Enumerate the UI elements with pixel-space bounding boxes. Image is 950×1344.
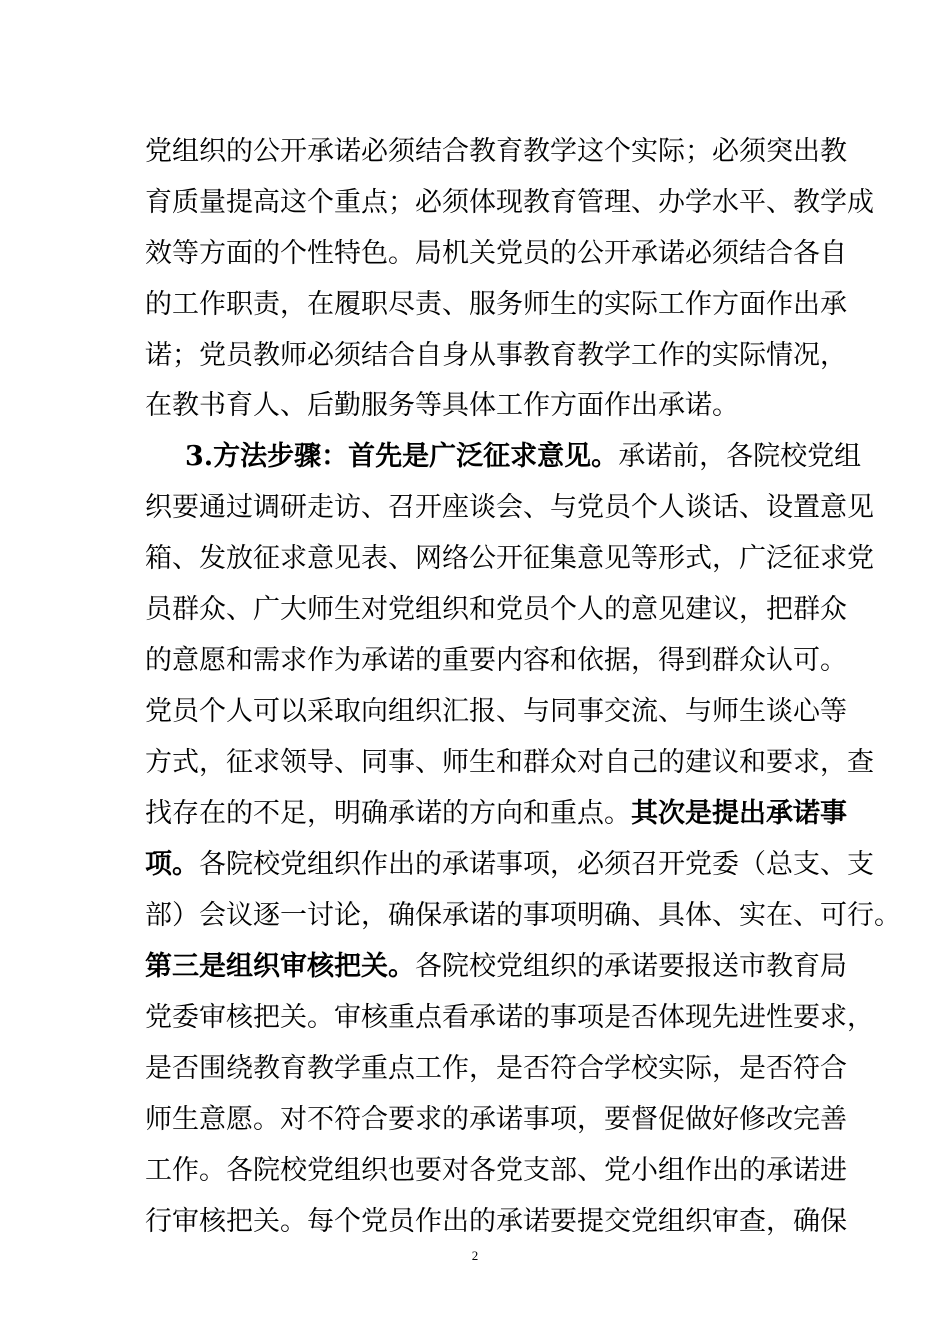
text-line	[185, 437, 862, 477]
text-line	[145, 132, 847, 172]
page-number: 2	[471, 1248, 479, 1263]
text-line	[145, 845, 874, 885]
text-line	[145, 743, 874, 783]
text-line	[145, 590, 847, 630]
text-segment: 员群众、广大师生对党组织和党员个人的意见建议，把群众	[145, 594, 847, 625]
text-segment: 党委审核把关。审核重点看承诺的事项是否体现先进性要求，	[145, 1002, 874, 1033]
text-segment: 行审核把关。每个党员作出的承诺要提交党组织审查，确保	[145, 1206, 847, 1237]
text-line	[145, 1151, 847, 1191]
text-segment: 工作。各院校党组织也要对各党支部、党小组作出的承诺进	[145, 1155, 847, 1186]
text-segment: 党员个人可以采取向组织汇报、与同事交流、与师生谈心等	[145, 696, 847, 727]
text-line	[145, 386, 810, 426]
text-segment: 各院校党组织的承诺要报送市教育局	[415, 951, 847, 982]
text-segment: 的意愿和需求作为承诺的重要内容和依据，得到群众认可。	[145, 645, 847, 676]
text-segment: 是否围绕教育教学重点工作，是否符合学校实际，是否符合	[145, 1053, 847, 1084]
text-line	[145, 1049, 847, 1089]
text-segment: 部）会议逐一讨论，确保承诺的事项明确、具体、实在、可行。	[145, 900, 901, 931]
text-segment: 育质量提高这个重点；必须体现教育管理、办学水平、教学成	[145, 187, 874, 218]
text-line	[145, 692, 847, 732]
text-line	[145, 896, 901, 936]
text-line	[145, 336, 847, 376]
text-segment: 找存在的不足，明确承诺的方向和重点。	[145, 798, 631, 829]
text-segment: 党组织的公开承诺必须结合教育教学这个实际；必须突出教	[145, 136, 847, 167]
text-line	[145, 794, 847, 834]
text-line	[145, 947, 847, 987]
text-segment: 织要通过调研走访、召开座谈会、与党员个人谈话、设置意见	[145, 492, 874, 523]
text-line	[145, 1202, 847, 1242]
text-line	[145, 539, 874, 579]
text-segment: 承诺前，各院校党组	[618, 441, 862, 472]
text-line	[145, 234, 847, 274]
text-segment: 各院校党组织作出的承诺事项，必须召开党委（总支、支	[199, 849, 874, 880]
text-segment: 的工作职责，在履职尽责、服务师生的实际工作方面作出承	[145, 289, 847, 320]
text-segment: 诺；党员教师必须结合自身从事教育教学工作的实际情况，	[145, 340, 847, 371]
text-line	[145, 1100, 847, 1140]
text-segment: 师生意愿。对不符合要求的承诺事项，要督促做好修改完善	[145, 1104, 847, 1135]
text-line	[145, 285, 847, 325]
bold-text-segment: 其次是提出承诺事	[631, 798, 847, 829]
text-line	[145, 641, 847, 681]
text-segment: 方式，征求领导、同事、师生和群众对自己的建议和要求，查	[145, 747, 874, 778]
text-line	[145, 488, 874, 528]
text-line	[145, 183, 874, 223]
bold-text-segment: 项。	[145, 849, 199, 880]
text-line	[145, 998, 874, 1038]
bold-text-segment: 第三是组织审核把关。	[145, 951, 415, 982]
text-segment: 在教书育人、后勤服务等具体工作方面作出承诺。	[145, 390, 739, 421]
bold-text-segment: 3.方法步骤：首先是广泛征求意见。	[185, 441, 619, 472]
text-segment: 效等方面的个性特色。局机关党员的公开承诺必须结合各自	[145, 238, 847, 269]
text-segment: 箱、发放征求意见表、网络公开征集意见等形式，广泛征求党	[145, 543, 874, 574]
